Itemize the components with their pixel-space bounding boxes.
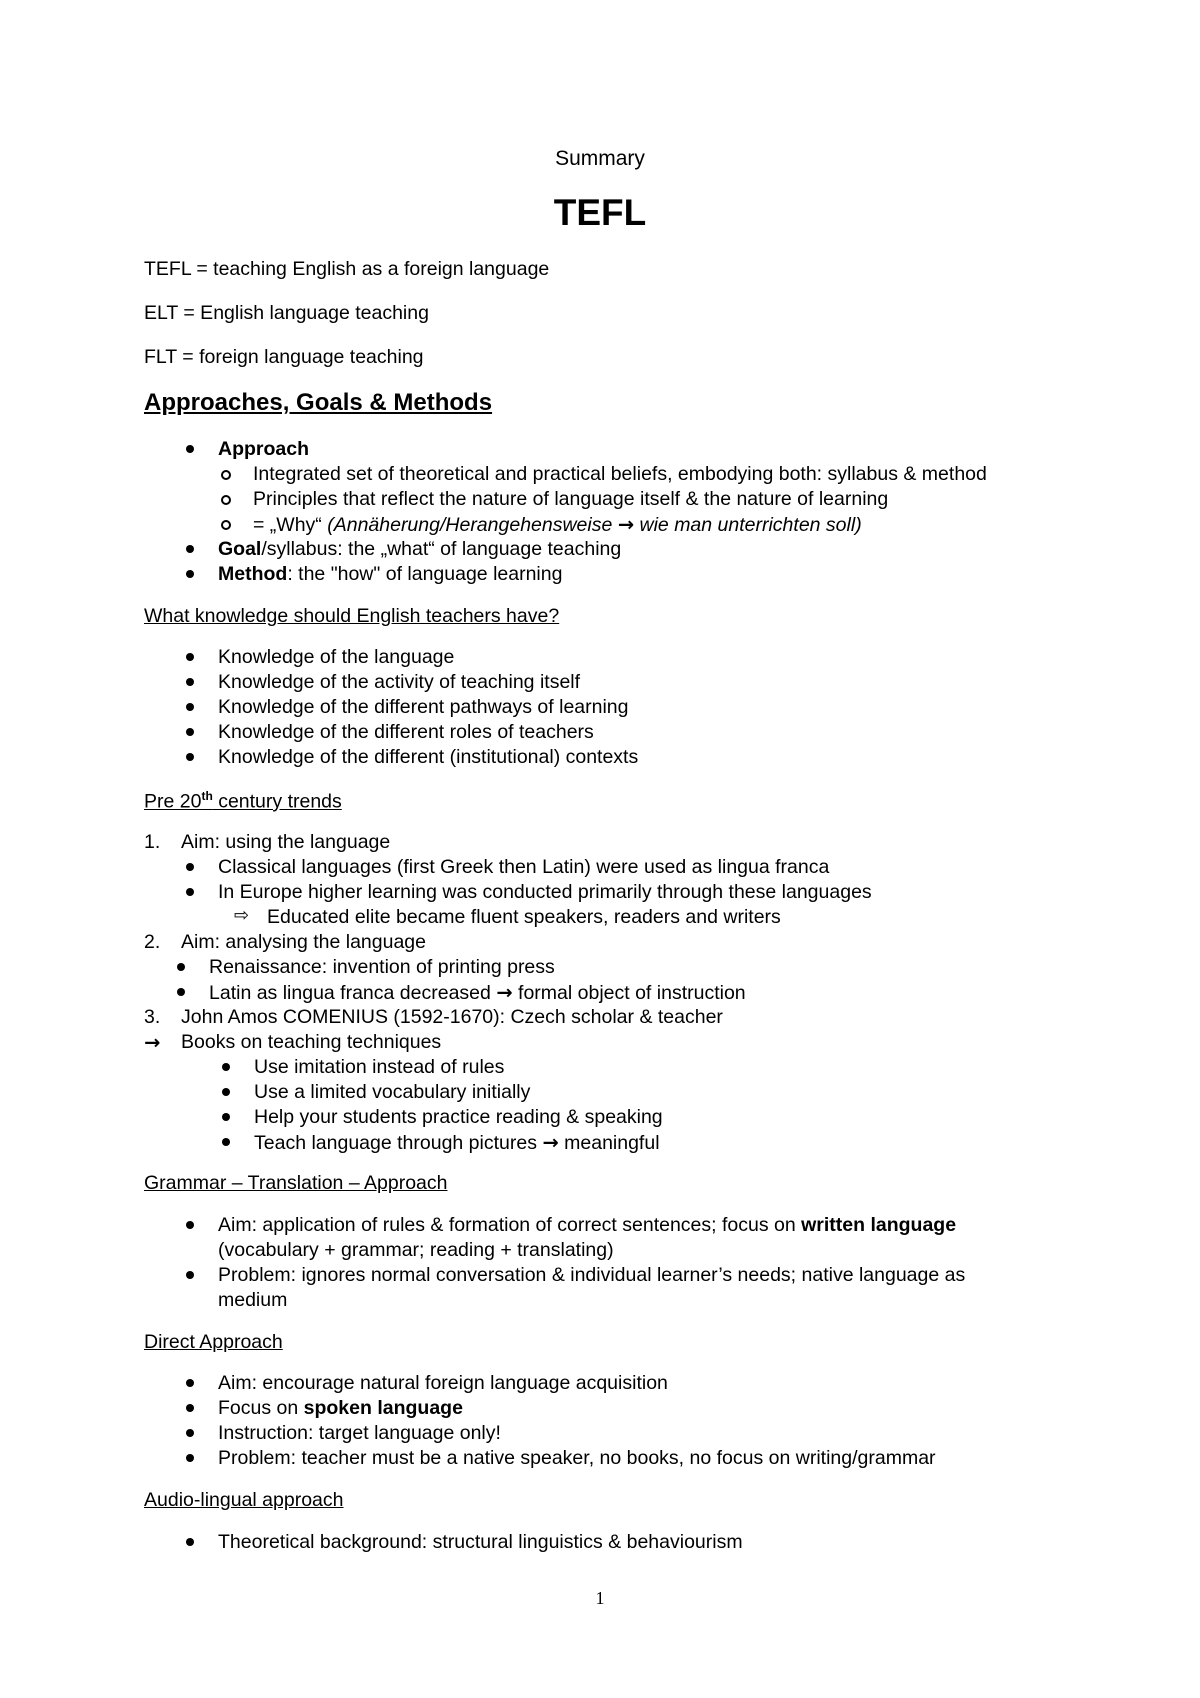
direct-item-2-bold: spoken language: [303, 1397, 463, 1419]
books-item-4: [254, 1133, 660, 1154]
definition-flt: FLT = foreign language teaching: [144, 346, 424, 368]
aim-1: Aim: using the language: [181, 831, 391, 853]
aim1-item: Classical languages (first Greek then Latin) were used as lingua franca: [218, 856, 830, 878]
list-number-1: 1.: [144, 831, 161, 853]
summary-label: Summary: [555, 147, 645, 170]
aim-2: Aim: analysing the language: [181, 931, 426, 953]
direct-item: Instruction: target language only!: [218, 1422, 501, 1444]
books-line: Books on teaching techniques: [181, 1031, 442, 1053]
section-heading: Approaches, Goals & Methods: [144, 389, 493, 416]
result-arrow-icon: ⇨: [234, 905, 250, 926]
list-number-3: 3.: [144, 1006, 161, 1028]
right-arrow-icon: →: [144, 1031, 161, 1054]
aim2-item-2: [209, 983, 746, 1004]
books-item: Help your students practice reading & speaking: [254, 1106, 663, 1128]
right-arrow-icon: →: [496, 981, 513, 1004]
knowledge-item: Knowledge of the different (institutional) contexts: [218, 746, 639, 768]
knowledge-item: Knowledge of the different pathways of learning: [218, 696, 629, 718]
approach-why-german-2: wie man unterrichten soll): [634, 514, 862, 536]
knowledge-item: Knowledge of the activity of teaching itself: [218, 671, 581, 693]
definition-tefl: TEFL = teaching English as a foreign language: [144, 258, 550, 280]
list-number-2: 2.: [144, 931, 161, 953]
aim2-item-2-b: formal object of instruction: [512, 982, 746, 1004]
right-arrow-icon: →: [542, 1131, 559, 1154]
aim1-result: Educated elite became fluent speakers, readers and writers: [267, 906, 781, 928]
aim2-item-1: Renaissance: invention of printing press: [209, 956, 555, 978]
pre20-heading-a: Pre 20: [144, 790, 202, 813]
direct-item: Problem: teacher must be a native speaker, no books, no focus on writing/grammar: [218, 1447, 936, 1469]
knowledge-heading: What knowledge should English teachers have?: [144, 605, 560, 627]
method-item: [218, 565, 562, 585]
grammar-item-2: Problem: ignores normal conversation & individual learner’s needs; native language as: [218, 1264, 966, 1286]
right-arrow-icon: →: [617, 513, 635, 536]
approach-sub-1: Integrated set of theoretical and practical beliefs, embodying both: syllabus & method: [253, 463, 987, 485]
direct-item-2-a: Focus on: [218, 1397, 304, 1419]
approach-sub-2: Principles that reflect the nature of language itself & the nature of learning: [253, 488, 889, 510]
goal-item: [218, 540, 621, 560]
grammar-item-1-bold: written language: [801, 1214, 957, 1236]
approach-label: Approach: [218, 438, 310, 460]
direct-heading: Direct Approach: [144, 1331, 283, 1353]
grammar-heading: Grammar – Translation – Approach: [144, 1172, 448, 1194]
knowledge-item: Knowledge of the language: [218, 646, 455, 668]
grammar-item-1: [218, 1216, 956, 1236]
method-label: Method: [218, 563, 288, 585]
page-title: TEFL: [553, 192, 647, 233]
grammar-item-1-a: Aim: application of rules & formation of correct sentences; focus on: [218, 1214, 802, 1236]
method-text: : the "how" of language learning: [287, 563, 563, 585]
grammar-item-2-line-2: medium: [218, 1289, 288, 1311]
definition-elt: ELT = English language teaching: [144, 302, 429, 324]
aim-3: John Amos COMENIUS (1592-1670): Czech scholar & teacher: [181, 1006, 723, 1028]
approach-sub-3: [253, 515, 862, 536]
pre20-heading: [144, 790, 342, 812]
direct-item-2: [218, 1399, 463, 1419]
grammar-item-1-line-2: (vocabulary + grammar; reading + translating): [218, 1239, 614, 1261]
audio-item: Theoretical background: structural linguistics & behaviourism: [218, 1531, 743, 1553]
goal-text: /syllabus: the „what“ of language teaching: [261, 538, 622, 560]
aim2-item-2-a: Latin as lingua franca decreased: [209, 982, 497, 1004]
books-item-4-b: meaningful: [558, 1132, 660, 1154]
page-number: 1: [595, 1588, 605, 1608]
goal-label: Goal: [218, 538, 262, 560]
books-item: Use imitation instead of rules: [254, 1056, 505, 1078]
pre20-heading-b: century trends: [212, 790, 342, 813]
books-item: Use a limited vocabulary initially: [254, 1081, 531, 1103]
knowledge-item: Knowledge of the different roles of teachers: [218, 721, 594, 743]
audio-heading: Audio-lingual approach: [144, 1489, 344, 1511]
books-item-4-a: Teach language through pictures: [254, 1132, 543, 1154]
approach-why: = „Why“: [253, 514, 328, 536]
approach-why-german: (Annäherung/Herangehensweise: [327, 514, 618, 536]
pre20-heading-sup: th: [201, 789, 213, 803]
aim1-item: In Europe higher learning was conducted primarily through these languages: [218, 881, 872, 903]
direct-item: Aim: encourage natural foreign language acquisition: [218, 1372, 668, 1394]
